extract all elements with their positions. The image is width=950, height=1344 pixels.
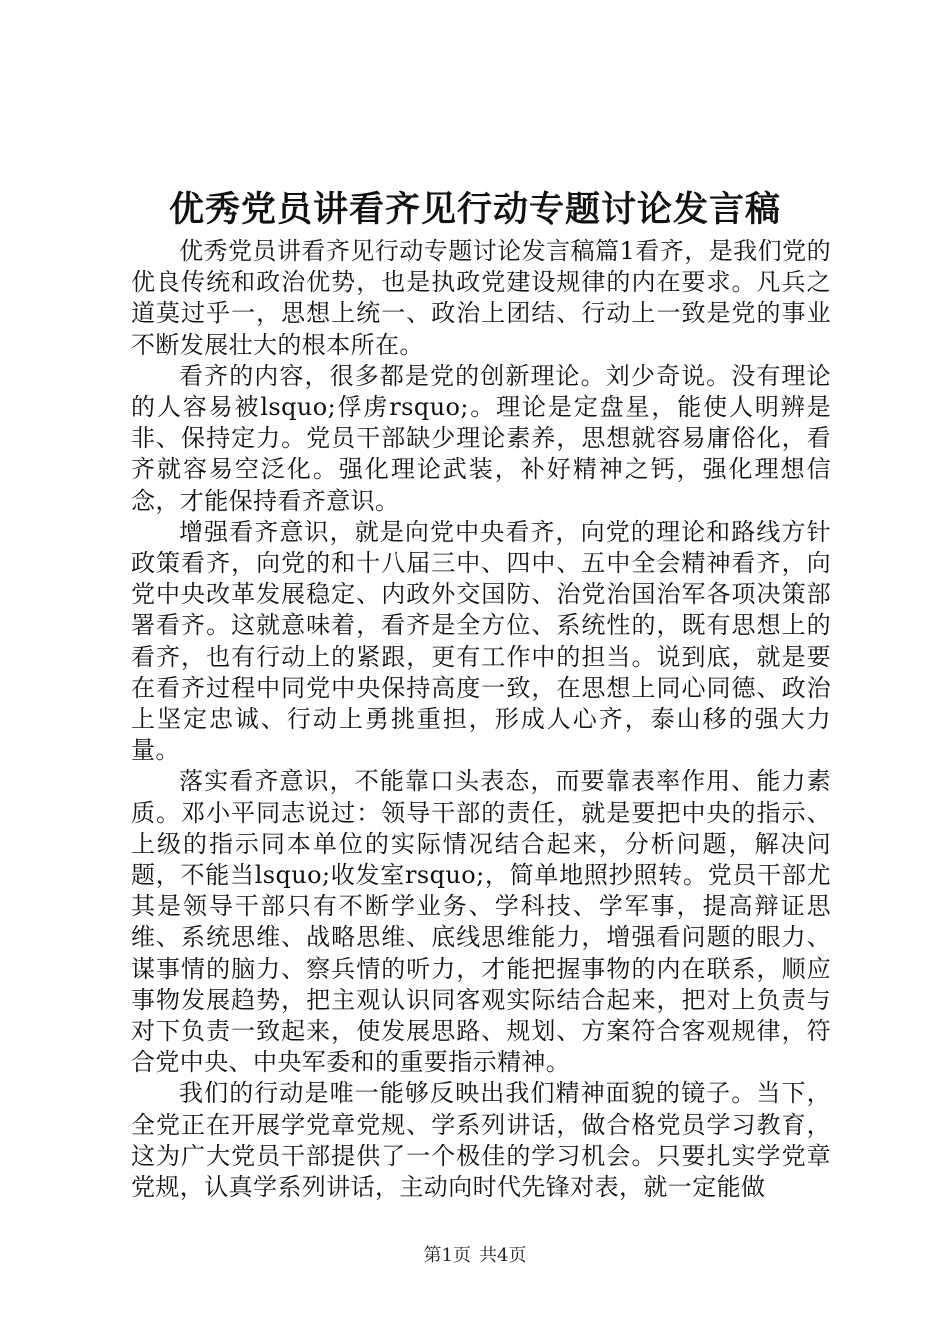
document-title: 优秀党员讲看齐见行动专题讨论发言稿 bbox=[168, 190, 781, 230]
paragraph-3: 增强看齐意识，就是向党中央看齐，向党的理论和路线方针政策看齐，向党的和十八届三中、四中、五中全会精神看齐，向党中央改革发展稳定、内政外交国防、治党治国治军各项决策部署看齐。这就意味着，看齐是全方位、系统性的，既有思想上的看齐，也有行动上的紧跟，更有工作中的担当。说到底，就是要在看齐过程中同党中央保持高度一致，在思想上同心同德、政治上坚定忠诚、行动上勇挑重担，形成人心齐，泰山移的强大力量。 bbox=[131, 517, 831, 765]
paragraph-2: 看齐的内容，很多都是党的创新理论。刘少奇说。没有理论的人容易被lsquo;俘虏rsquo;。理论是定盘星，能使人明辨是非、保持定力。党员干部缺少理论素养，思想就容易庸俗化，看齐就容易空泛化。强化理论武装，补好精神之钙，强化理想信念，才能保持看齐意识。 bbox=[131, 361, 831, 515]
page-total: 共4页 bbox=[479, 1245, 527, 1266]
page-footer bbox=[0, 1244, 950, 1268]
document-body bbox=[131, 236, 831, 1203]
page-number: 第1页 bbox=[423, 1245, 471, 1266]
paragraph-1: 优秀党员讲看齐见行动专题讨论发言稿篇1看齐，是我们党的优良传统和政治优势，也是执政党建设规律的内在要求。凡兵之道莫过乎一，思想上统一、政治上团结、行动上一致是党的事业不断发展壮大的根本所在。 bbox=[131, 237, 831, 359]
paragraph-5: 我们的行动是唯一能够反映出我们精神面貌的镜子。当下，全党正在开展学党章党规、学系列讲话，做合格党员学习教育，这为广大党员干部提供了一个极佳的学习机会。只要扎实学党章党规，认真学系列讲话，主动向时代先锋对表，就一定能做 bbox=[131, 1079, 831, 1202]
paragraph-4: 落实看齐意识，不能靠口头表态，而要靠表率作用、能力素质。邓小平同志说过：领导干部的责任，就是要把中央的指示、上级的指示同本单位的实际情况结合起来，分析问题，解决问题，不能当lsquo;收发室rsquo;，简单地照抄照转。党员干部尤其是领导干部只有不断学业务、学科技、学军事，提高辩证思维、系统思维、战略思维、底线思维能力，增强看问题的眼力、谋事情的脑力、察兵情的听力，才能把握事物的内在联系，顺应事物发展趋势，把主观认识同客观实际结合起来，把对上负责与对下负责一致起来，使发展思路、规划、方案符合客观规律，符合党中央、中央军委和的重要指示精神。 bbox=[131, 767, 831, 1077]
